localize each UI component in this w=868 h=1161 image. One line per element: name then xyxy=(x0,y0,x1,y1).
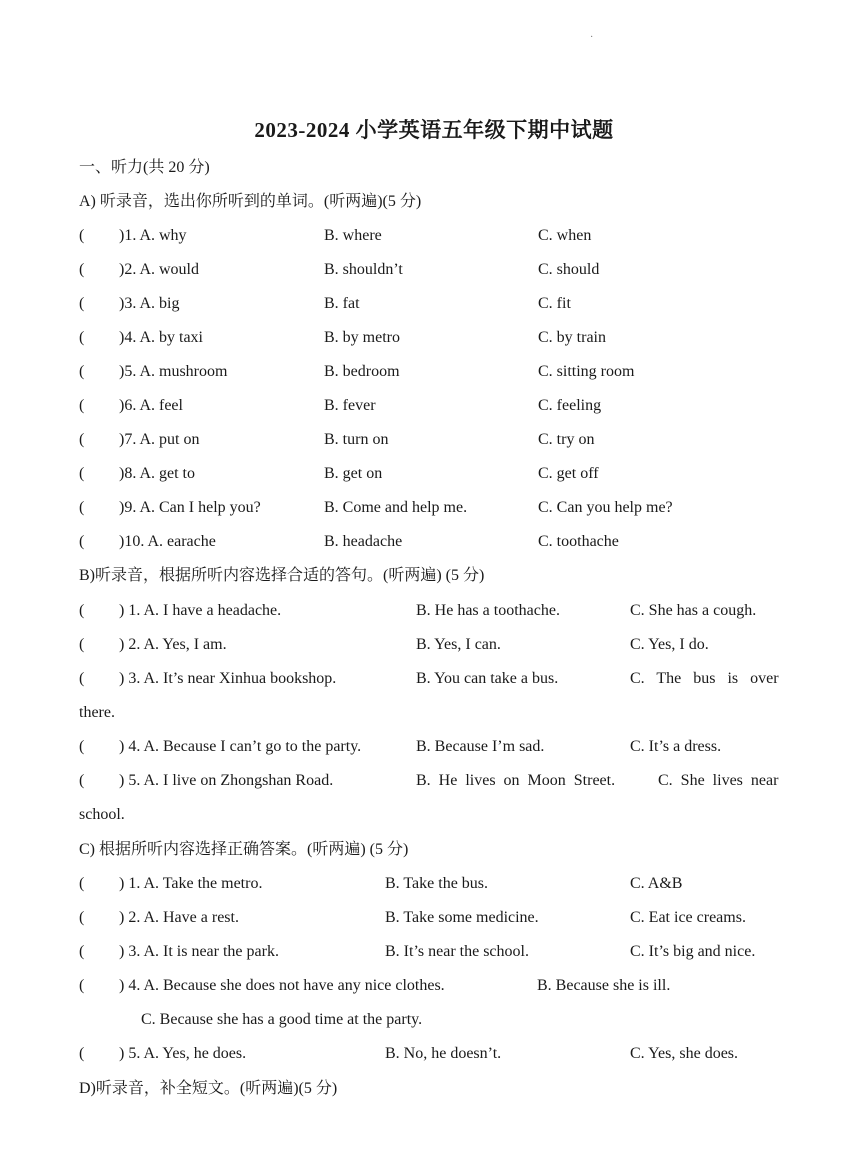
option-a: ) 3. A. It’s near Xinhua bookshop. xyxy=(119,670,337,687)
option-b: B. shouldn’t xyxy=(324,261,403,278)
scan-dot: · xyxy=(590,32,594,43)
option-b: B. headache xyxy=(324,533,403,550)
answer-blank[interactable]: ( xyxy=(79,261,85,278)
option-c: C. Eat ice creams. xyxy=(630,909,746,926)
option-c: C. It’s big and nice. xyxy=(630,943,756,960)
question-row xyxy=(0,1041,868,1067)
answer-blank[interactable]: ( xyxy=(79,465,85,482)
option-a: )4. A. by taxi xyxy=(119,329,203,346)
option-a: ) 5. A. Yes, he does. xyxy=(119,1045,247,1062)
option-b: B. bedroom xyxy=(324,363,400,380)
answer-blank[interactable]: ( xyxy=(79,909,85,926)
answer-blank[interactable]: ( xyxy=(79,533,85,550)
option-c: C. should xyxy=(538,261,600,278)
option-c: C. try on xyxy=(538,431,595,448)
option-b: B. fat xyxy=(324,295,360,312)
question-row xyxy=(0,734,868,760)
question-row xyxy=(0,632,868,658)
option-a: ) 2. A. Have a rest. xyxy=(119,909,239,926)
question-row xyxy=(0,223,868,249)
section-d-heading: D)听录音，补全短文。(听两遍)(5 分) xyxy=(79,1080,338,1097)
option-b: B. Because she is ill. xyxy=(537,977,671,994)
option-b: B. Take the bus. xyxy=(385,875,489,892)
option-b: B. Yes, I can. xyxy=(416,636,501,653)
option-c: C. Yes, she does. xyxy=(630,1045,739,1062)
option-b: B. turn on xyxy=(324,431,389,448)
answer-blank[interactable]: ( xyxy=(79,738,85,755)
question-row xyxy=(0,598,868,624)
option-b: B. fever xyxy=(324,397,376,414)
answer-blank[interactable]: ( xyxy=(79,670,85,687)
answer-blank[interactable]: ( xyxy=(79,602,85,619)
option-a: ) 3. A. It is near the park. xyxy=(119,943,279,960)
option-c: C. get off xyxy=(538,465,599,482)
answer-blank[interactable]: ( xyxy=(79,977,85,994)
option-b: B. Take some medicine. xyxy=(385,909,539,926)
question-row xyxy=(0,939,868,965)
question-row xyxy=(0,973,868,999)
option-c: C. The bus is over xyxy=(630,670,779,687)
option-b: B. No, he doesn’t. xyxy=(385,1045,502,1062)
option-a: )3. A. big xyxy=(119,295,180,312)
option-a: ) 1. A. Take the metro. xyxy=(119,875,263,892)
question-row xyxy=(0,871,868,897)
question-row xyxy=(0,427,868,453)
answer-blank[interactable]: ( xyxy=(79,363,85,380)
option-a: ) 4. A. Because I can’t go to the party. xyxy=(119,738,362,755)
option-c: C. It’s a dress. xyxy=(630,738,722,755)
option-b: B. He lives on Moon Street. xyxy=(416,772,616,789)
option-a: ) 4. A. Because she does not have any nice clothes. xyxy=(119,977,445,994)
option-c: C. fit xyxy=(538,295,571,312)
answer-blank[interactable]: ( xyxy=(79,875,85,892)
option-b: B. by metro xyxy=(324,329,400,346)
section-a-heading: A) 听录音，选出你所听到的单词。(听两遍)(5 分) xyxy=(79,193,422,210)
answer-blank[interactable]: ( xyxy=(79,227,85,244)
option-c: C. toothache xyxy=(538,533,619,550)
option-c: C. She has a cough. xyxy=(630,602,757,619)
answer-blank[interactable]: ( xyxy=(79,329,85,346)
option-c: C. Can you help me? xyxy=(538,499,673,516)
answer-blank[interactable]: ( xyxy=(79,772,85,789)
option-a: )7. A. put on xyxy=(119,431,200,448)
option-b: B. Because I’m sad. xyxy=(416,738,545,755)
answer-blank[interactable]: ( xyxy=(79,636,85,653)
answer-blank[interactable]: ( xyxy=(79,1045,85,1062)
option-a: ) 2. A. Yes, I am. xyxy=(119,636,227,653)
option-c: C. Yes, I do. xyxy=(630,636,709,653)
exam-title: 2023-2024 小学英语五年级下期中试题 xyxy=(254,118,614,142)
answer-blank[interactable]: ( xyxy=(79,943,85,960)
question-row xyxy=(0,359,868,385)
option-c: C. feeling xyxy=(538,397,602,414)
question-row xyxy=(0,495,868,521)
option-a: )1. A. why xyxy=(119,227,187,244)
section-c-heading: C) 根据所听内容选择正确答案。(听两遍) (5 分) xyxy=(79,841,409,858)
option-b: B. Come and help me. xyxy=(324,499,468,516)
part-listening-heading: 一、听力(共 20 分) xyxy=(79,159,210,176)
option-c: C. She lives near xyxy=(658,772,779,789)
option-c-continuation: there. xyxy=(79,704,115,721)
answer-blank[interactable]: ( xyxy=(79,295,85,312)
answer-blank[interactable]: ( xyxy=(79,431,85,448)
option-b: B. get on xyxy=(324,465,383,482)
option-c: C. sitting room xyxy=(538,363,635,380)
answer-blank[interactable]: ( xyxy=(79,397,85,414)
option-b: B. He has a toothache. xyxy=(416,602,560,619)
question-row xyxy=(0,529,868,555)
question-row xyxy=(0,393,868,419)
option-a: )9. A. Can I help you? xyxy=(119,499,261,516)
option-a: )10. A. earache xyxy=(119,533,216,550)
option-a: )8. A. get to xyxy=(119,465,195,482)
question-row xyxy=(0,461,868,487)
question-row xyxy=(0,768,868,794)
question-row xyxy=(0,905,868,931)
option-b: B. where xyxy=(324,227,382,244)
option-a: ) 1. A. I have a headache. xyxy=(119,602,282,619)
section-b-heading: B)听录音，根据所听内容选择合适的答句。(听两遍) (5 分) xyxy=(79,567,485,584)
option-b: B. You can take a bus. xyxy=(416,670,559,687)
answer-blank[interactable]: ( xyxy=(79,499,85,516)
question-row xyxy=(0,325,868,351)
option-c: C. Because she has a good time at the party. xyxy=(141,1011,423,1028)
question-row xyxy=(0,291,868,317)
option-a: )6. A. feel xyxy=(119,397,183,414)
option-a: )2. A. would xyxy=(119,261,199,278)
option-a: )5. A. mushroom xyxy=(119,363,228,380)
question-row xyxy=(0,257,868,283)
option-c: C. by train xyxy=(538,329,606,346)
option-c: C. when xyxy=(538,227,592,244)
option-c: C. A&B xyxy=(630,875,683,892)
option-c-continuation: school. xyxy=(79,806,125,823)
option-a: ) 5. A. I live on Zhongshan Road. xyxy=(119,772,334,789)
option-b: B. It’s near the school. xyxy=(385,943,529,960)
question-row xyxy=(0,666,868,692)
